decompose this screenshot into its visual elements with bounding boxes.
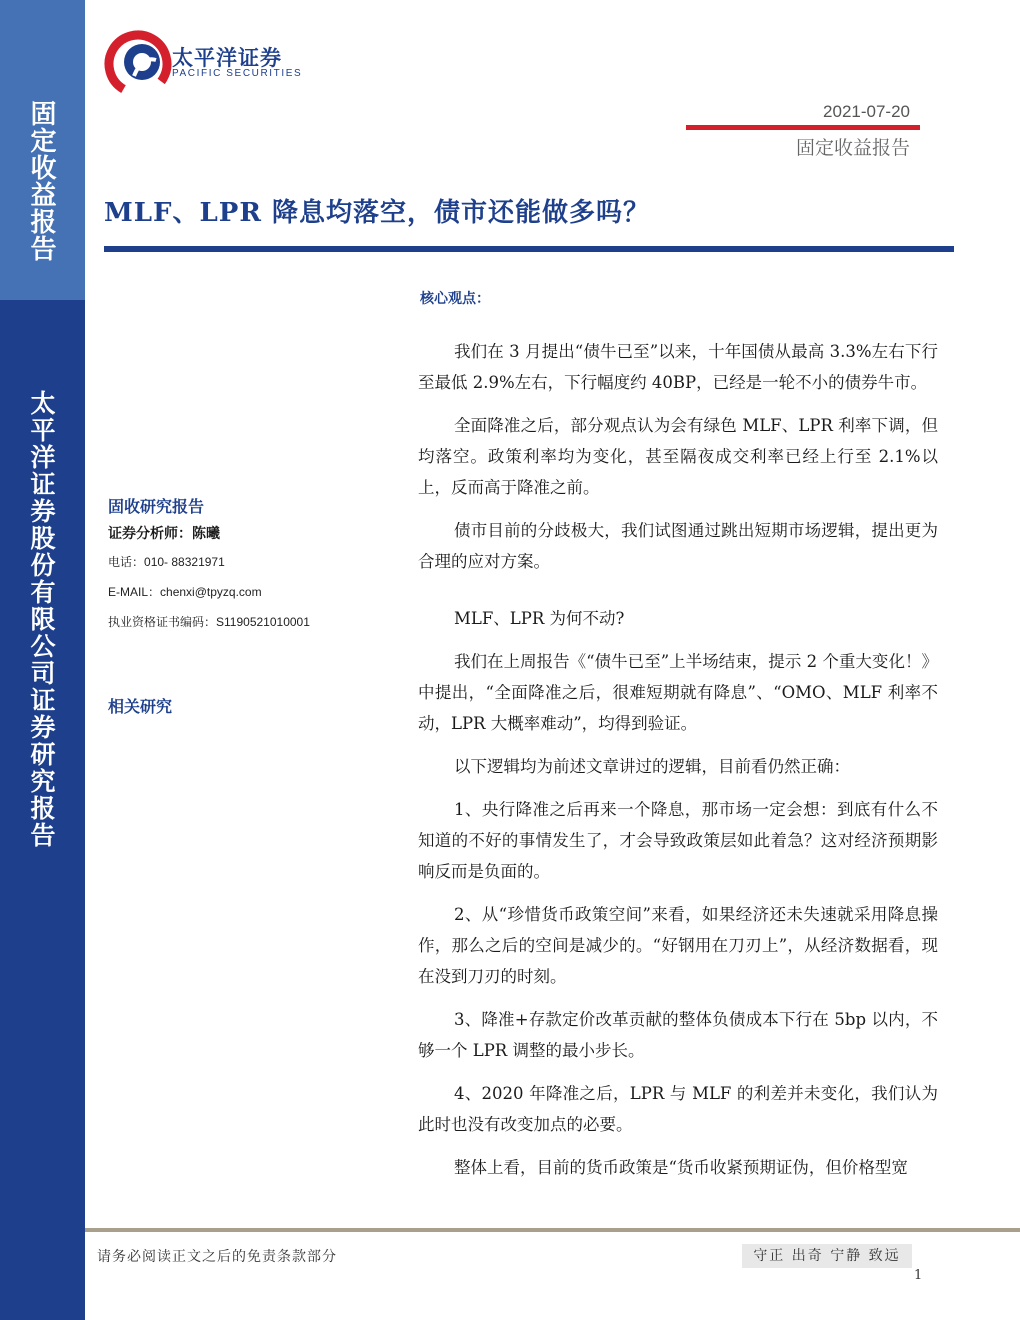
logo-company-name: 太平洋证券 xyxy=(172,47,282,70)
paragraph: 2、从“珍惜货币政策空间”来看，如果经济还未失速就采用降息操作，那么之后的空间是减少的。“好钢用在刀刃上”，从经济数据看，现在没到刀刃的时刻。 xyxy=(418,905,938,986)
paragraph: 1、央行降准之后再来一个降息，那市场一定会想：到底有什么不知道的不好的事情发生了，才会导致政策层如此着急？这对经济预期影响反而是负面的。 xyxy=(418,800,938,881)
sidebar-report-type: 固定收益报告 xyxy=(26,100,56,262)
phone-value: 010- 88321971 xyxy=(144,555,225,569)
footer-slogan: 守正 出奇 宁静 致远 xyxy=(742,1244,912,1268)
license-label: 执业资格证书编码： xyxy=(108,615,217,629)
email-link[interactable]: chenxi@tpyzq.com xyxy=(160,585,262,599)
phone-label: 电话： xyxy=(108,555,145,569)
research-type-heading: 固收研究报告 xyxy=(108,497,205,516)
paragraph: 我们在 3 月提出“债牛已至”以来，十年国债从最高 3.3%左右下行至最低 2.9%左右，下行幅度约 40BP，已经是一轮不小的债券牛市。 xyxy=(418,342,938,392)
body-text xyxy=(418,336,938,1195)
title-divider xyxy=(104,246,954,252)
analyst-license xyxy=(108,613,398,630)
related-research-heading: 相关研究 xyxy=(108,697,173,716)
paragraph: 4、2020 年降准之后，LPR 与 MLF 的利差并未变化，我们认为此时也没有改变加点的必要。 xyxy=(418,1084,938,1134)
logo-company-name-en: PACIFIC SECURITIES xyxy=(172,68,303,79)
header-accent-line xyxy=(686,125,920,130)
paragraph: 整体上看，目前的货币政策是“货币收紧预期证伪，但价格型宽 xyxy=(454,1158,908,1177)
page-title: MLF、LPR 降息均落空，债市还能做多吗？ xyxy=(104,198,651,228)
analyst-email xyxy=(108,583,398,600)
email-label: E-MAIL： xyxy=(108,585,161,599)
paragraph: 债市目前的分歧极大，我们试图通过跳出短期市场逻辑，提出更为合理的应对方案。 xyxy=(418,521,938,571)
report-category: 固定收益报告 xyxy=(795,138,910,159)
paragraph: 我们在上周报告《“债牛已至”上半场结束，提示 2 个重大变化！》中提出，“全面降准之后，很难短期就有降息”、“OMO、MLF 利率不动，LPR 大概率难动”，均得到验证。 xyxy=(418,652,938,733)
footer-divider xyxy=(85,1228,1020,1232)
subheading: MLF、LPR 为何不动? xyxy=(454,609,625,628)
core-views-heading: 核心观点： xyxy=(420,291,490,307)
paragraph: 以下逻辑均为前述文章讲过的逻辑，目前看仍然正确： xyxy=(454,757,850,776)
analyst-info xyxy=(108,494,398,643)
analyst-phone xyxy=(108,553,398,570)
footer-disclaimer: 请务必阅读正文之后的免责条款部分 xyxy=(97,1249,337,1265)
license-value: S1190521010001 xyxy=(216,615,310,629)
analyst-name: 证券分析师：陈曦 xyxy=(108,526,220,542)
sidebar-company-label: 太平洋证券股份有限公司证券研究报告 xyxy=(27,390,56,849)
report-date: 2021-07-20 xyxy=(823,102,910,121)
paragraph: 全面降准之后，部分观点认为会有绿色 MLF、LPR 利率下调，但均落空。政策利率均为变化，甚至隔夜成交利率已经上行至 2.1%以上，反而高于降准之前。 xyxy=(418,416,938,497)
paragraph: 3、降准+存款定价改革贡献的整体负债成本下行在 5bp 以内，不够一个 LPR 调整的最小步长。 xyxy=(418,1010,938,1060)
page-number: 1 xyxy=(914,1268,923,1283)
